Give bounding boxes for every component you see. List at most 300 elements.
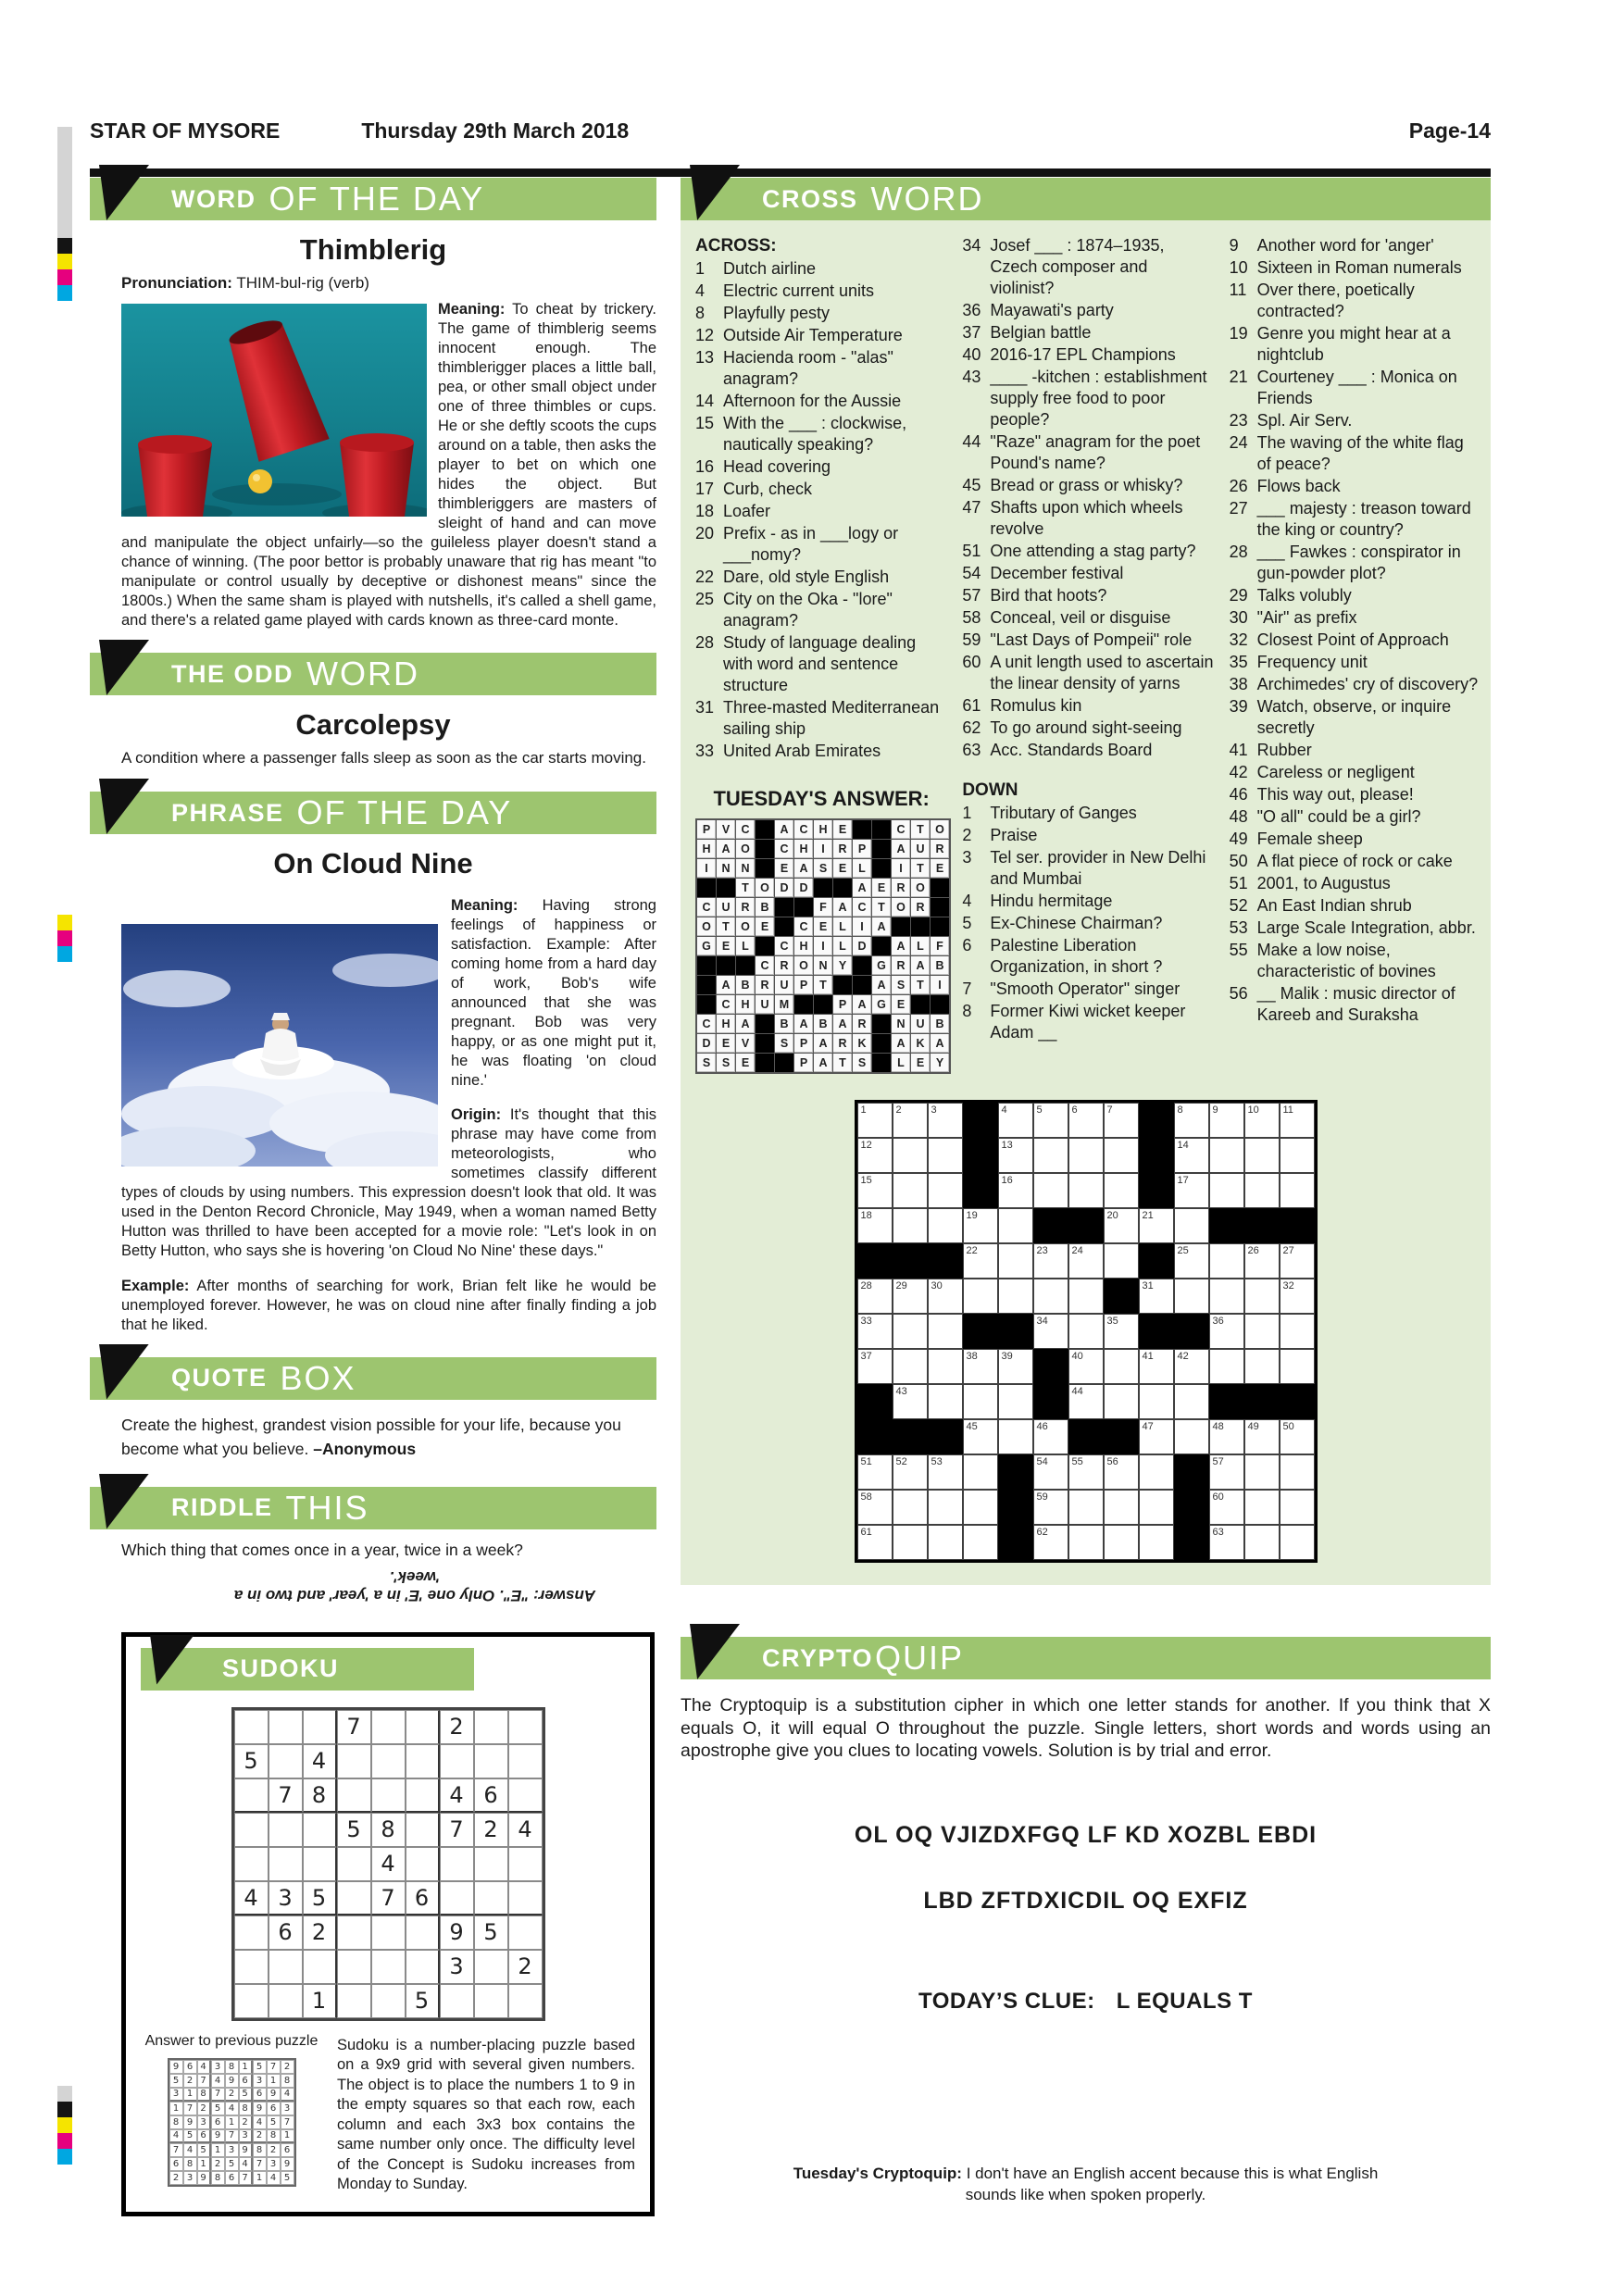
clue-number: 52 (1229, 896, 1248, 915)
crossword-cell (928, 1490, 963, 1525)
sudoku-answer-cell: 7 (225, 2129, 239, 2143)
clue-text: Spl. Air Serv. (1256, 411, 1353, 430)
answer-black-cell (872, 820, 891, 839)
sudoku-answer-cell: 2 (239, 2115, 253, 2129)
clue-text: Prefix - as in ___logy or ___nomy? (723, 524, 899, 564)
sudoku-cell: 5 (337, 1813, 371, 1847)
answer-letter-cell: N (717, 859, 735, 878)
answer-black-cell (892, 917, 910, 936)
corner-flag-icon (99, 1474, 149, 1529)
crossword-cell (928, 1173, 963, 1208)
crossword-cell (928, 1208, 963, 1243)
crossword-cell (1139, 1349, 1174, 1384)
crossword-cell (1139, 1279, 1174, 1314)
answer-letter-cell: L (833, 917, 852, 936)
clue-number: 13 (695, 348, 715, 367)
crossword-cell (963, 1490, 998, 1525)
clue-number: 33 (695, 742, 715, 760)
cell-number: 46 (1036, 1421, 1048, 1432)
sudoku-cell (508, 1847, 543, 1881)
crossword-cell (1104, 1454, 1139, 1490)
cell-number: 32 (1282, 1280, 1294, 1292)
crossword-cell (1280, 1243, 1315, 1279)
sudoku-cell (269, 1710, 303, 1744)
clue-text: Female sheep (1256, 830, 1363, 848)
sudoku-answer-cell: 4 (197, 2060, 211, 2074)
sudoku-footer (141, 2032, 635, 2195)
sudoku-cell: 2 (474, 1813, 508, 1847)
crossword-cell (857, 1138, 893, 1173)
answer-black-cell (872, 1015, 891, 1033)
clue-number: 18 (695, 502, 715, 520)
clue-number: 26 (1229, 477, 1248, 495)
clue-number: 30 (1229, 608, 1248, 627)
cell-number: 30 (931, 1280, 943, 1292)
cell-number: 26 (1247, 1245, 1259, 1256)
clue-item (695, 303, 947, 324)
answer-letter-cell: T (717, 917, 735, 936)
crossword-cell (998, 1208, 1033, 1243)
clue-text: An East Indian shrub (1256, 896, 1412, 915)
crossword-cell (1104, 1490, 1139, 1525)
answer-letter-cell: O (794, 956, 813, 975)
crossword-cell (1244, 1419, 1280, 1454)
cell-number: 61 (860, 1527, 872, 1538)
sudoku-answer-cell: 9 (225, 2074, 239, 2088)
answer-letter-cell: I (697, 859, 716, 878)
answer-black-cell (853, 820, 871, 839)
corner-flag-icon (690, 1624, 740, 1679)
corner-flag-icon (690, 165, 740, 220)
answer-letter-cell: A (833, 898, 852, 917)
sudoku-cell (474, 1950, 508, 1984)
clue-number: 15 (695, 414, 715, 432)
section-title-bold: THE ODD (171, 659, 294, 688)
crossword-cell (1244, 1173, 1280, 1208)
sudoku-cell: 3 (269, 1881, 303, 1915)
clue-number: 31 (695, 698, 715, 717)
clue-text: Josef ___ : 1874–1935, Czech composer and violinist? (990, 236, 1165, 297)
cell-number: 4 (1001, 1104, 1007, 1116)
answer-letter-cell: C (736, 820, 755, 839)
sudoku-cell (508, 1984, 543, 2018)
answer-letter-cell: Y (833, 956, 852, 975)
crossword-cell (1174, 1419, 1209, 1454)
answer-letter-cell: A (853, 879, 871, 897)
answer-black-cell (717, 879, 735, 897)
clue-text: With the ___ : clockwise, nautically speaking? (723, 414, 907, 454)
cell-number: 52 (895, 1456, 907, 1467)
crossword-black-cell (1280, 1384, 1315, 1419)
sudoku-cell: 7 (337, 1710, 371, 1744)
answer-black-cell (756, 859, 774, 878)
sudoku-answer-cell: 9 (239, 2143, 253, 2157)
crossword-cell (893, 1314, 928, 1349)
corner-flag-icon (99, 1344, 149, 1400)
answer-letter-cell: A (872, 976, 891, 994)
clue-text: 2016-17 EPL Champions (990, 345, 1176, 364)
clue-number: 46 (1229, 785, 1248, 804)
crossword-cell (998, 1384, 1033, 1419)
corner-flag-icon (99, 640, 149, 695)
clue-item (1230, 784, 1481, 805)
crossword-cell (1068, 1173, 1104, 1208)
crossword-cell (1209, 1490, 1244, 1525)
clue-item (962, 235, 1214, 299)
answer-letter-cell: A (872, 917, 891, 936)
crossword-black-cell (1139, 1173, 1174, 1208)
sudoku-cell (406, 1915, 440, 1950)
tuesday-cryptoquip-label: Tuesday's Cryptoquip: (793, 2164, 962, 2182)
sudoku-cell: 2 (303, 1915, 337, 1950)
sudoku-answer-cell: 8 (183, 2157, 197, 2171)
registration-mark (57, 254, 72, 269)
answer-black-cell (833, 976, 852, 994)
clue-number: 53 (1229, 918, 1248, 937)
answer-letter-cell: H (697, 840, 716, 858)
crossword-black-cell (1139, 1138, 1174, 1173)
answer-letter-cell: K (911, 1034, 930, 1053)
clue-text: Dutch airline (723, 259, 817, 278)
crossword-cell (1068, 1525, 1104, 1560)
answer-letter-cell: S (892, 976, 910, 994)
sudoku-answer-cell: 1 (211, 2143, 225, 2157)
clue-text: Belgian battle (990, 323, 1092, 342)
sudoku-answer-cell: 4 (239, 2157, 253, 2171)
sudoku-answer-cell: 5 (211, 2102, 225, 2115)
sudoku-cell: 4 (303, 1744, 337, 1778)
sudoku-cell: 7 (269, 1778, 303, 1813)
phrase-of-day-phrase: On Cloud Nine (273, 847, 473, 880)
crossword-black-cell (1174, 1525, 1209, 1560)
section-header-quote-box (90, 1357, 656, 1400)
clue-text: Watch, observe, or inquire secretly (1256, 697, 1452, 737)
clue-number: 35 (1229, 653, 1248, 671)
crossword-cell (1244, 1103, 1280, 1138)
answer-letter-cell: I (814, 937, 832, 955)
sudoku-answer-cell: 9 (197, 2171, 211, 2185)
crossword-cell (1280, 1349, 1315, 1384)
cell-number: 44 (1071, 1386, 1083, 1397)
clue-item (962, 803, 1214, 824)
clue-number: 50 (1229, 852, 1248, 870)
clue-text: Archimedes' cry of discovery? (1256, 675, 1479, 693)
odd-word-definition: A condition where a passenger falls sleep as soon as the car starts moving. (121, 749, 646, 767)
answer-black-cell (872, 1034, 891, 1053)
sudoku-cell: 3 (440, 1950, 474, 1984)
cell-number: 22 (966, 1245, 978, 1256)
sudoku-cell (406, 1950, 440, 1984)
cell-number: 5 (1036, 1104, 1043, 1116)
left-column (90, 178, 656, 2216)
answer-letter-cell: C (775, 840, 793, 858)
section-title-light: OF THE DAY (269, 180, 485, 218)
cryptoquip-intro: The Cryptoquip is a substitution cipher in which one letter stands for another. If you think that X equals O, it will equal O throughout the puzzle. Single letters, short words and words using an apostrophe give you clues to locating vowels. Solution is by trial and error. (681, 1695, 1491, 1761)
clue-item (962, 585, 1214, 606)
answer-letter-cell: T (911, 976, 930, 994)
registration-mark (57, 2086, 72, 2102)
crossword-cell (893, 1279, 928, 1314)
crossword-cell (857, 1173, 893, 1208)
answer-black-cell (833, 879, 852, 897)
crossword-black-cell (1209, 1208, 1244, 1243)
answer-letter-cell: E (833, 820, 852, 839)
crossword-cell (1280, 1454, 1315, 1490)
cell-number: 60 (1212, 1491, 1224, 1503)
clue-text: ___ Fawkes : conspirator in gun-powder plot? (1256, 543, 1461, 582)
header-rule (90, 168, 1491, 177)
sudoku-answer-cell: 4 (169, 2129, 183, 2143)
clue-text: Large Scale Integration, abbr. (1256, 918, 1476, 937)
answer-letter-cell: E (892, 995, 910, 1014)
sudoku-cell: 1 (303, 1984, 337, 2018)
sudoku-cell (337, 1847, 371, 1881)
sudoku-cell (269, 1847, 303, 1881)
clue-number: 45 (962, 476, 981, 494)
sudoku-cell: 6 (269, 1915, 303, 1950)
crossword-cell (1068, 1103, 1104, 1138)
crossword-cell (1139, 1384, 1174, 1419)
word-of-day-word: Thimblerig (299, 233, 447, 266)
crossword-cell (1033, 1138, 1068, 1173)
answer-letter-cell: E (931, 859, 949, 878)
crossword-cell (963, 1279, 998, 1314)
crossword-cell (1139, 1490, 1174, 1525)
clue-item (1230, 696, 1481, 739)
answer-black-cell (911, 917, 930, 936)
clue-item (1230, 585, 1481, 606)
cell-number: 45 (966, 1421, 978, 1432)
crossword-cell (1209, 1525, 1244, 1560)
cell-number: 39 (1001, 1351, 1013, 1362)
answer-letter-cell: T (736, 879, 755, 897)
crossword-cell (1174, 1349, 1209, 1384)
registration-mark (57, 127, 72, 238)
sudoku-cell (474, 1881, 508, 1915)
phrase-origin-label: Origin: (451, 1106, 502, 1123)
crossword-cell (1280, 1279, 1315, 1314)
answer-letter-cell: P (794, 1034, 813, 1053)
clue-number: 1 (695, 259, 706, 278)
cell-number: 18 (860, 1210, 872, 1221)
sudoku-answer-cell: 5 (253, 2060, 267, 2074)
crossword-black-cell (1068, 1208, 1104, 1243)
cell-number: 63 (1212, 1527, 1224, 1538)
crossword-cell (1068, 1454, 1104, 1490)
sudoku-answer-cell: 2 (281, 2060, 294, 2074)
answer-letter-cell: G (697, 937, 716, 955)
answer-letter-cell: O (736, 917, 755, 936)
crossword-cell (1068, 1279, 1104, 1314)
answer-letter-cell: I (814, 840, 832, 858)
crossword-black-cell (1244, 1384, 1280, 1419)
sudoku-answer-cell: 4 (211, 2074, 225, 2088)
clue-item (1230, 895, 1481, 917)
sudoku-cell (440, 1847, 474, 1881)
sudoku-cell (337, 1984, 371, 2018)
crossword-cell (857, 1454, 893, 1490)
cell-number: 10 (1247, 1104, 1259, 1116)
clue-item (695, 391, 947, 412)
cell-number: 19 (966, 1210, 978, 1221)
clue-number: 7 (962, 980, 972, 998)
cell-number: 7 (1106, 1104, 1113, 1116)
sudoku-cell (303, 1710, 337, 1744)
clue-number: 12 (695, 326, 715, 344)
sudoku-cell: 9 (440, 1915, 474, 1950)
sudoku-cell (371, 1778, 406, 1813)
crossword-cell (1280, 1314, 1315, 1349)
crossword-cell (893, 1525, 928, 1560)
sudoku-cell: 6 (406, 1881, 440, 1915)
clue-number: 62 (962, 718, 981, 737)
thimblerig-cups-image (121, 304, 427, 517)
answer-letter-cell: C (794, 820, 813, 839)
sudoku-answer-cell: 2 (267, 2143, 281, 2157)
cell-number: 58 (860, 1491, 872, 1503)
clue-number: 29 (1229, 586, 1248, 605)
sudoku-instructions: Sudoku is a number-placing puzzle based on a 9x9 grid with several given numbers. The object is to place the numbers 1 to 9 in the empty squares so that each row, each column and each 3x3 box contains the same number only once. The difficulty level of the Concept is Sudoku increases from Monday to Sunday. (337, 2036, 635, 2192)
answer-letter-cell: E (736, 1054, 755, 1072)
answer-letter-cell: E (756, 917, 774, 936)
clue-text: Three-masted Mediterranean sailing ship (723, 698, 940, 738)
crossword-black-cell (963, 1103, 998, 1138)
answer-letter-cell: U (775, 976, 793, 994)
cell-number: 62 (1036, 1527, 1048, 1538)
crossword-cell (857, 1103, 893, 1138)
clue-text: Hacienda room - "alas" anagram? (723, 348, 893, 388)
answer-letter-cell: C (697, 1015, 716, 1033)
clue-number: 5 (962, 914, 972, 932)
answer-letter-cell: V (717, 820, 735, 839)
cell-number: 42 (1177, 1351, 1189, 1362)
crossword-cell (1104, 1314, 1139, 1349)
clue-number: 3 (962, 848, 972, 867)
clue-column-1 (695, 235, 947, 1074)
sudoku-box (121, 1632, 655, 2216)
answer-black-cell (697, 879, 716, 897)
answer-black-cell (872, 840, 891, 858)
answer-letter-cell: L (892, 1054, 910, 1072)
answer-letter-cell: R (931, 840, 949, 858)
sudoku-cell (406, 1813, 440, 1847)
cell-number: 21 (1142, 1210, 1154, 1221)
clue-text: "Air" as prefix (1256, 608, 1357, 627)
sudoku-answer-label: Answer to previous puzzle (144, 2032, 319, 2049)
crossword-cell (893, 1208, 928, 1243)
section-title-bold: PHRASE (171, 798, 284, 827)
clue-number: 58 (962, 608, 981, 627)
clue-number: 21 (1229, 368, 1248, 386)
crossword-cell (893, 1349, 928, 1384)
sudoku-cell (440, 1984, 474, 2018)
cell-number: 48 (1212, 1421, 1224, 1432)
crossword-cell (1174, 1173, 1209, 1208)
sudoku-cell (303, 1950, 337, 1984)
crossword-cell (1104, 1173, 1139, 1208)
answer-letter-cell: C (717, 995, 735, 1014)
crossword-black-cell (857, 1419, 893, 1454)
clue-item (1230, 762, 1481, 783)
crossword-cell (1244, 1279, 1280, 1314)
sudoku-cell (337, 1881, 371, 1915)
cryptoquip-line-1: OL OQ VJIZDXFGQ LF KD XOZBL EBDI (854, 1821, 1318, 1848)
crossword-black-cell (1068, 1419, 1104, 1454)
cell-number: 29 (895, 1280, 907, 1292)
sudoku-answer-cell: 7 (239, 2171, 253, 2185)
crossword-cell (998, 1138, 1033, 1173)
clue-text: Careless or negligent (1256, 763, 1415, 781)
crossword-cell (928, 1525, 963, 1560)
cell-number: 34 (1036, 1316, 1048, 1327)
answer-letter-cell: A (931, 1034, 949, 1053)
crossword-cell (928, 1314, 963, 1349)
sudoku-cell (234, 1984, 269, 2018)
section-title-light: QUIP (875, 1639, 965, 1677)
clue-number: 38 (1229, 675, 1248, 693)
crossword-black-cell (998, 1454, 1033, 1490)
crossword-cell (1280, 1138, 1315, 1173)
riddle-answer-upside-down: Answer: "E". Only one 'E' in a 'year' and two in a 'week'. (233, 1567, 596, 1604)
answer-letter-cell: S (697, 1054, 716, 1072)
answer-letter-cell: B (775, 1015, 793, 1033)
sudoku-cell: 4 (234, 1881, 269, 1915)
answer-letter-cell: E (814, 917, 832, 936)
sudoku-answer-cell: 5 (197, 2143, 211, 2157)
clue-number: 57 (962, 586, 981, 605)
sudoku-answer-cell: 7 (197, 2074, 211, 2088)
crossword-cell (1244, 1314, 1280, 1349)
section-title-bold: SUDOKU (222, 1654, 340, 1682)
answer-letter-cell: T (833, 1054, 852, 1072)
answer-letter-cell: E (833, 859, 852, 878)
answer-letter-cell: H (736, 995, 755, 1014)
sudoku-cell (269, 1744, 303, 1778)
clue-text: December festival (990, 564, 1124, 582)
crossword-cell (1033, 1173, 1068, 1208)
sudoku-answer-cell: 8 (239, 2102, 253, 2115)
crossword-cell (928, 1454, 963, 1490)
answer-letter-cell: A (794, 1015, 813, 1033)
answer-letter-cell: B (814, 1015, 832, 1033)
crossword-cell (928, 1279, 963, 1314)
answer-letter-cell: U (911, 1015, 930, 1033)
clue-text: Talks volubly (1256, 586, 1352, 605)
answer-letter-cell: D (794, 879, 813, 897)
pronunciation-value: THIM-bul-rig (verb) (236, 274, 369, 292)
sudoku-answer-cell: 6 (239, 2074, 253, 2088)
section-title-bold: CRYPTO (762, 1643, 874, 1672)
clue-item (962, 475, 1214, 496)
answer-black-cell (931, 898, 949, 917)
tuesday-answer-heading: TUESDAY'S ANSWER: (713, 787, 930, 810)
crossword-cell (1209, 1279, 1244, 1314)
clue-number: 4 (695, 281, 706, 300)
crossword-cell (928, 1138, 963, 1173)
answer-letter-cell: S (775, 1034, 793, 1053)
sudoku-cell (371, 1950, 406, 1984)
clue-item (962, 630, 1214, 651)
clue-number: 27 (1229, 499, 1248, 518)
clue-item (695, 632, 947, 696)
clue-item (962, 541, 1214, 562)
cell-number: 47 (1142, 1421, 1154, 1432)
crossword-cell (998, 1349, 1033, 1384)
answer-letter-cell: T (911, 820, 930, 839)
meaning-label: Meaning: (438, 301, 506, 318)
clue-text: 2001, to Augustus (1256, 874, 1391, 892)
clue-item (1230, 652, 1481, 673)
